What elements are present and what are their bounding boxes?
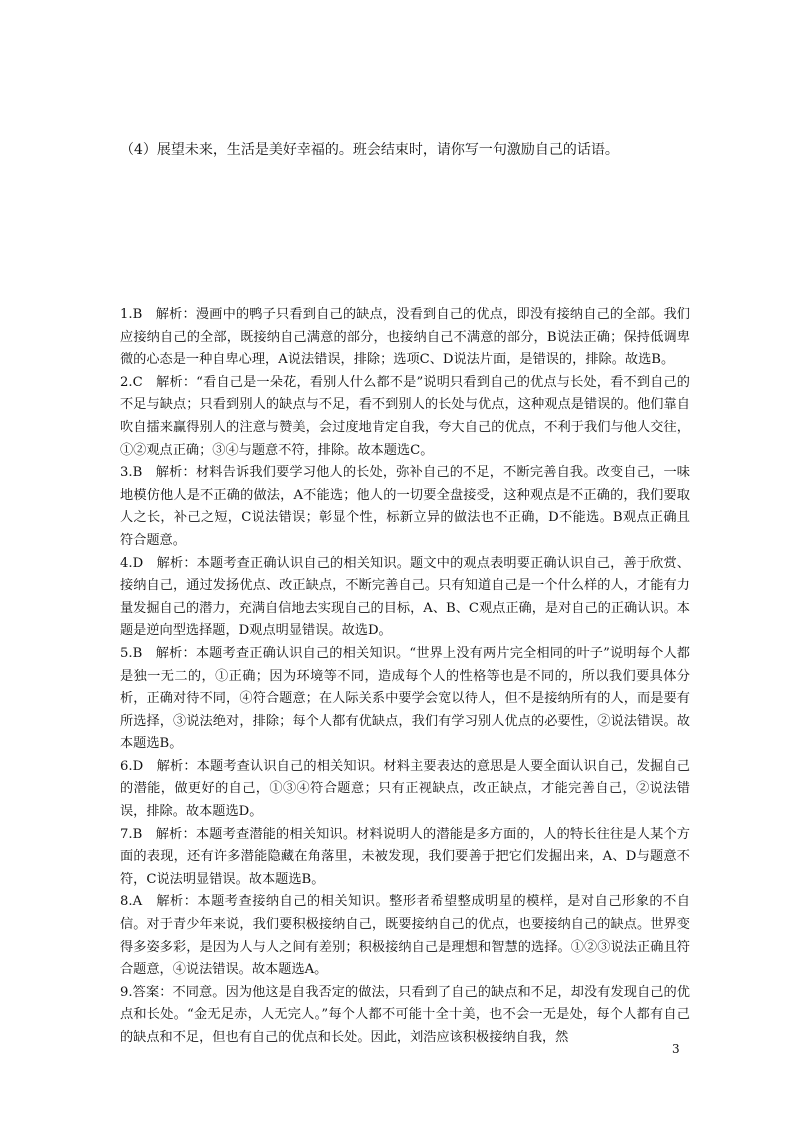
answer-1: 1.B 解析：漫画中的鸭子只看到自己的缺点，没看到自己的优点，即没有接纳自己的全部。我们应接纳自己的全部，既接纳自己满意的部分，也接纳自己不满意的部分，B说法正确；保持低调卑微的心态是一种自卑心理，A说法错误，排除；选项C、D说法片面，是错误的，排除。故选B。: [120, 307, 690, 368]
answer-2: 2.C 解析：“看自己是一朵花，看别人什么都不是”说明只看到自己的优点与长处，看不到自己的不足与缺点；只看到别人的缺点与不足，看不到别人的长处与优点，这种观点是错误的。他们靠自吹自擂来赢得别人的注意与赞美，会过度地肯定自我，夸大自己的优点，不利于我们与他人交往，①②观点正确；③④与题意不符，排除。故本题选C。: [120, 374, 690, 458]
question-4: （4）展望未来，生活是美好幸福的。班会结束时，请你写一句激励自己的话语。: [120, 142, 619, 158]
answer-9: 9.答案：不同意。因为他这是自我否定的做法，只看到了自己的缺点和不足，却没有发现自己的优点和长处。“金无足赤，人无完人。”每个人都不可能十全十美，也不会一无是处，每个人都有自己的缺点和不足，但也有自己的优点和长处。因此，刘浩应该积极接纳自我，然: [120, 984, 690, 1045]
answer-section: [120, 304, 690, 1050]
page-number: 3: [672, 1042, 680, 1056]
answer-6: 6.D 解析：本题考查认识自己的相关知识。材料主要表达的意思是人要全面认识自己，发掘自己的潜能，做更好的自己，①③④符合题意；只有正视缺点，改正缺点，才能完善自己，②说法错误，排除。故本题选D。: [120, 758, 690, 820]
answer-8: 8.A 解析：本题考查接纳自己的相关知识。整形者希望整成明星的模样，是对自己形象的不自信。对于青少年来说，我们要积极接纳自己，既要接纳自己的优点，也要接纳自己的缺点。世界变得多姿多彩，是因为人与人之间有差别；积极接纳自己是理想和智慧的选择。①②③说法正确且符合题意，④说法错误。故本题选A。: [120, 894, 690, 978]
answer-7: 7.B 解析：本题考查潜能的相关知识。材料说明人的潜能是多方面的，人的特长往往是人某个方面的表现，还有许多潜能隐藏在角落里，未被发现，我们要善于把它们发掘出来，A、D与题意不符，C说法明显错误。故本题选B。: [120, 826, 690, 887]
answer-5: 5.B 解析：本题考查正确认识自己的相关知识。“世界上没有两片完全相同的叶子”说明每个人都是独一无二的，①正确；因为环境等不同，造成每个人的性格等也是不同的，所以我们要具体分析，正确对待不同，④符合题意；在人际关系中要学会宽以待人，但不是接纳所有的人，而是要有所选择，③说法绝对，排除；每个人都有优缺点，我们有学习别人优点的必要性，②说法错误。故本题选B。: [120, 645, 690, 752]
answer-3: 3.B 解析：材料告诉我们要学习他人的长处，弥补自己的不足，不断完善自我。改变自己，一味地模仿他人是不正确的做法，A不能选；他人的一切要全盘接受，这种观点是不正确的，我们要取人之长，补己之短，C说法错误；彰显个性，标新立异的做法也不正确，D不能选。B观点正确且符合题意。: [120, 465, 690, 548]
answer-4: 4.D 解析：本题考查正确认识自己的相关知识。题文中的观点表明要正确认识自己，善于欣赏、接纳自己，通过发扬优点、改正缺点，不断完善自己。只有知道自己是一个什么样的人，才能有力量发掘自己的潜力，充满自信地去实现自己的目标，A、B、C观点正确，是对自己的正确认识。本题是逆向型选择题，D观点明显错误。故选D。: [120, 555, 690, 639]
